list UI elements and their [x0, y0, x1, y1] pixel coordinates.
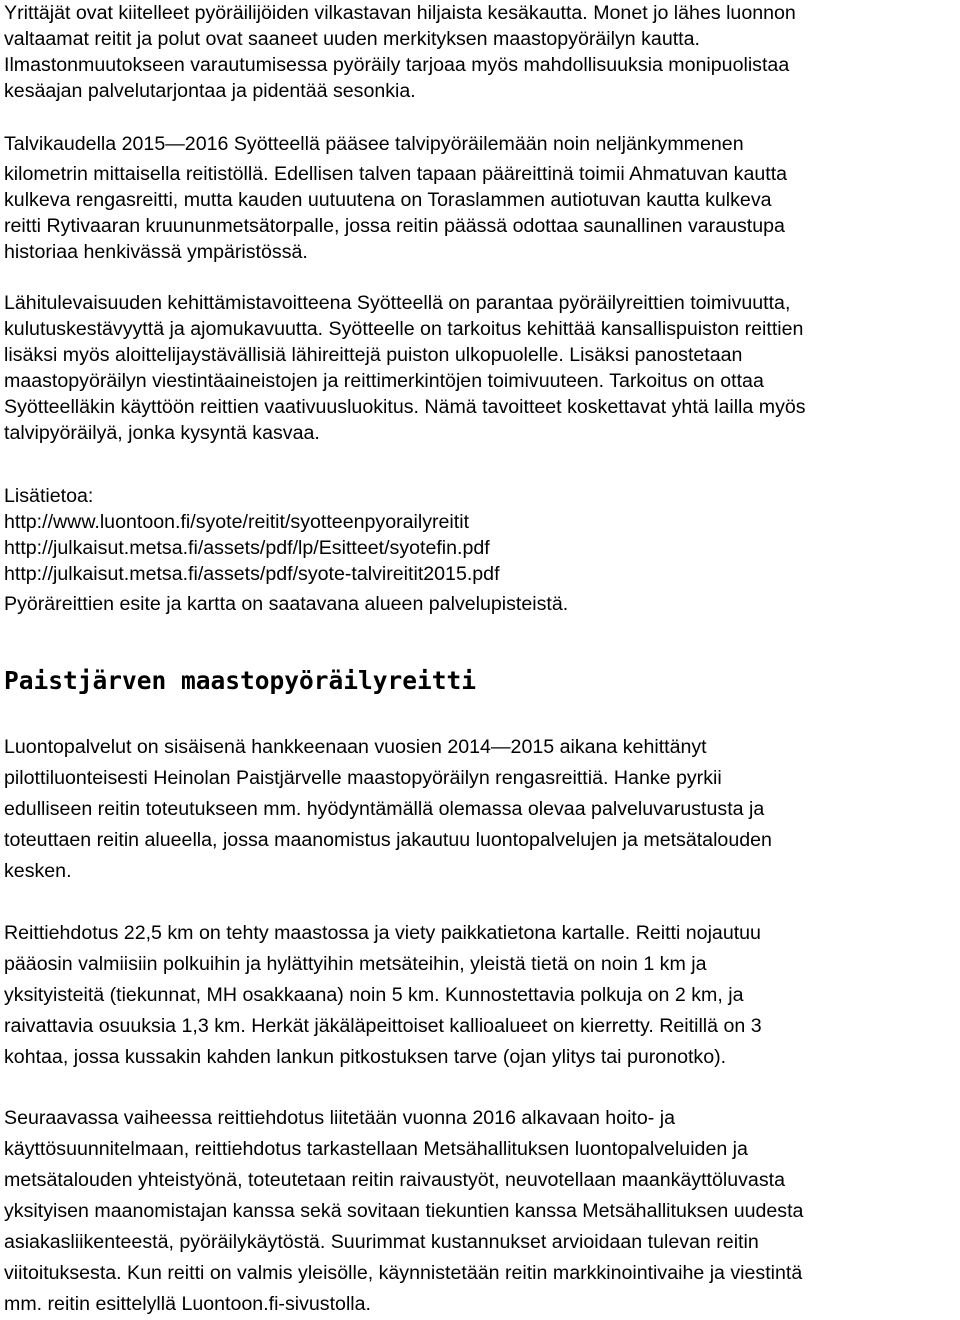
text-line: pääosin valmiisiin polkuihin ja hylättyihin metsäteihin, yleistä tietä on noin 1 km ja: [4, 953, 707, 975]
text-line: Ilmastonmuutokseen varautumisessa pyöräily tarjoaa myös mahdollisuuksia monipuolistaa: [4, 54, 790, 76]
text-line: Reittiehdotus 22,5 km on tehty maastossa ja viety paikkatietona kartalle. Reitti nojautuu: [4, 922, 761, 944]
text-line: historiaa henkivässä ympäristössä.: [4, 241, 308, 263]
winter-paragraph: [4, 161, 787, 265]
link-winter-routes[interactable]: http://julkaisut.metsa.fi/assets/pdf/syote-talvireitit2015.pdf: [4, 563, 500, 585]
text-line: Talvikaudella 2015—2016 Syötteellä pääsee talvipyöräilemään noin neljänkymmenen: [4, 133, 744, 155]
link-syote-brochure[interactable]: http://julkaisut.metsa.fi/assets/pdf/lp/Esitteet/syotefin.pdf: [4, 537, 490, 559]
development-paragraph: [4, 290, 806, 446]
text-line: toteuttaen reitin alueella, jossa maanomistus jakautuu luontopalvelujen ja metsätalouden: [4, 829, 772, 851]
paistjarvi-paragraph-1: [4, 732, 772, 887]
text-line: käyttösuunnitelmaan, reittiehdotus tarkastellaan Metsähallituksen luontopalveluiden ja: [4, 1138, 748, 1160]
text-line: kulutuskestävyyttä ja ajomukavuutta. Syötteelle on tarkoitus kehittää kansallispuiston reittien: [4, 318, 804, 340]
text-line: Luontopalvelut on sisäisenä hankkeenaan vuosien 2014—2015 aikana kehittänyt: [4, 736, 707, 758]
text-line: talvipyöräilyä, jonka kysyntä kasvaa.: [4, 422, 320, 444]
text-line: yksityisteitä (tiekunnat, MH osakkaana) noin 5 km. Kunnostettavia polkuja on 2 km, ja: [4, 984, 744, 1006]
text-line: reitti Rytivaaran kruununmetsätorpalle, jossa reitin päässä odottaa saunallinen varaustupa: [4, 215, 785, 237]
link-luontoon[interactable]: http://www.luontoon.fi/syote/reitit/syotteenpyorailyreitit: [4, 511, 470, 533]
text-line: Yrittäjät ovat kiitelleet pyöräilijöiden vilkastavan hiljaista kesäkautta. Monet jo lähes luonnon: [4, 2, 796, 24]
paistjarvi-paragraph-3: [4, 1103, 803, 1320]
text-line: Syötteelläkin käyttöön reittien vaativuusluokitus. Nämä tavoitteet koskettavat yhtä lailla myös: [4, 396, 806, 418]
text-line: kesäajan palvelutarjontaa ja pidentää sesonkia.: [4, 80, 416, 102]
text-line: edulliseen reitin toteutukseen mm. hyödyntämällä olemassa olevaa palveluvarustusta ja: [4, 798, 765, 820]
text-line: maastopyöräilyn viestintäaineistojen ja reittimerkintöjen toimivuuteen. Tarkoitus on ottaa: [4, 370, 764, 392]
text-line: kulkeva rengasreitti, mutta kauden uutuutena on Toraslammen autiotuvan kautta kulkeva: [4, 189, 772, 211]
text-line: raivattavia osuuksia 1,3 km. Herkät jäkäläpeittoiset kallioalueet on kierretty. Reitillä on 3: [4, 1015, 762, 1037]
text-line: lisäksi myös aloittelijaystävällisiä lähireittejä puiston ulkopuolelle. Lisäksi panostetaan: [4, 344, 743, 366]
brochure-note-block: [4, 591, 568, 617]
text-line: mm. reitin esittelyllä Luontoon.fi-sivustolla.: [4, 1293, 371, 1315]
section-heading: Paistjärven maastopyöräilyreitti: [4, 666, 477, 695]
text-line: kohtaa, jossa kussakin kahden lankun pitkostuksen tarve (ojan ylitys tai puronotko).: [4, 1046, 727, 1068]
text-line: viitoituksesta. Kun reitti on valmis yleisölle, käynnistetään reitin markkinointivaihe ja viestintä: [4, 1262, 803, 1284]
text-line: kesken.: [4, 860, 72, 882]
intro-paragraph: [4, 0, 796, 104]
text-line: asiakasliikenteestä, pyöräilykäytöstä. Suurimmat kustannukset arvioidaan tulevan reitin: [4, 1231, 759, 1253]
winter-paragraph-first-line: [4, 131, 744, 157]
more-info-label: Lisätietoa:: [4, 485, 94, 507]
text-line: valtaamat reitit ja polut ovat saaneet uuden merkityksen maastopyöräilyn kautta.: [4, 28, 700, 50]
text-line: Lähitulevaisuuden kehittämistavoitteena Syötteellä on parantaa pyöräilyreittien toimivuutta,: [4, 292, 791, 314]
paistjarvi-paragraph-2: [4, 918, 762, 1073]
text-line: yksityisen maanomistajan kanssa sekä sovitaan tiekuntien kanssa Metsähallituksen uudesta: [4, 1200, 804, 1222]
text-line: kilometrin mittaisella reitistöllä. Edellisen talven tapaan pääreittinä toimii Ahmatuvan kautta: [4, 163, 788, 185]
text-line: Seuraavassa vaiheessa reittiehdotus liitetään vuonna 2016 alkavaan hoito- ja: [4, 1107, 675, 1129]
text-line: metsätalouden yhteistyönä, toteutetaan reitin raivaustyöt, neuvotellaan maankäyttöluvasta: [4, 1169, 785, 1191]
more-info-block: [4, 483, 500, 587]
brochure-note: Pyöräreittien esite ja kartta on saatavana alueen palvelupisteistä.: [4, 593, 569, 615]
text-line: pilottiluonteisesti Heinolan Paistjärvelle maastopyöräilyn rengasreittiä. Hanke pyrkii: [4, 767, 722, 789]
